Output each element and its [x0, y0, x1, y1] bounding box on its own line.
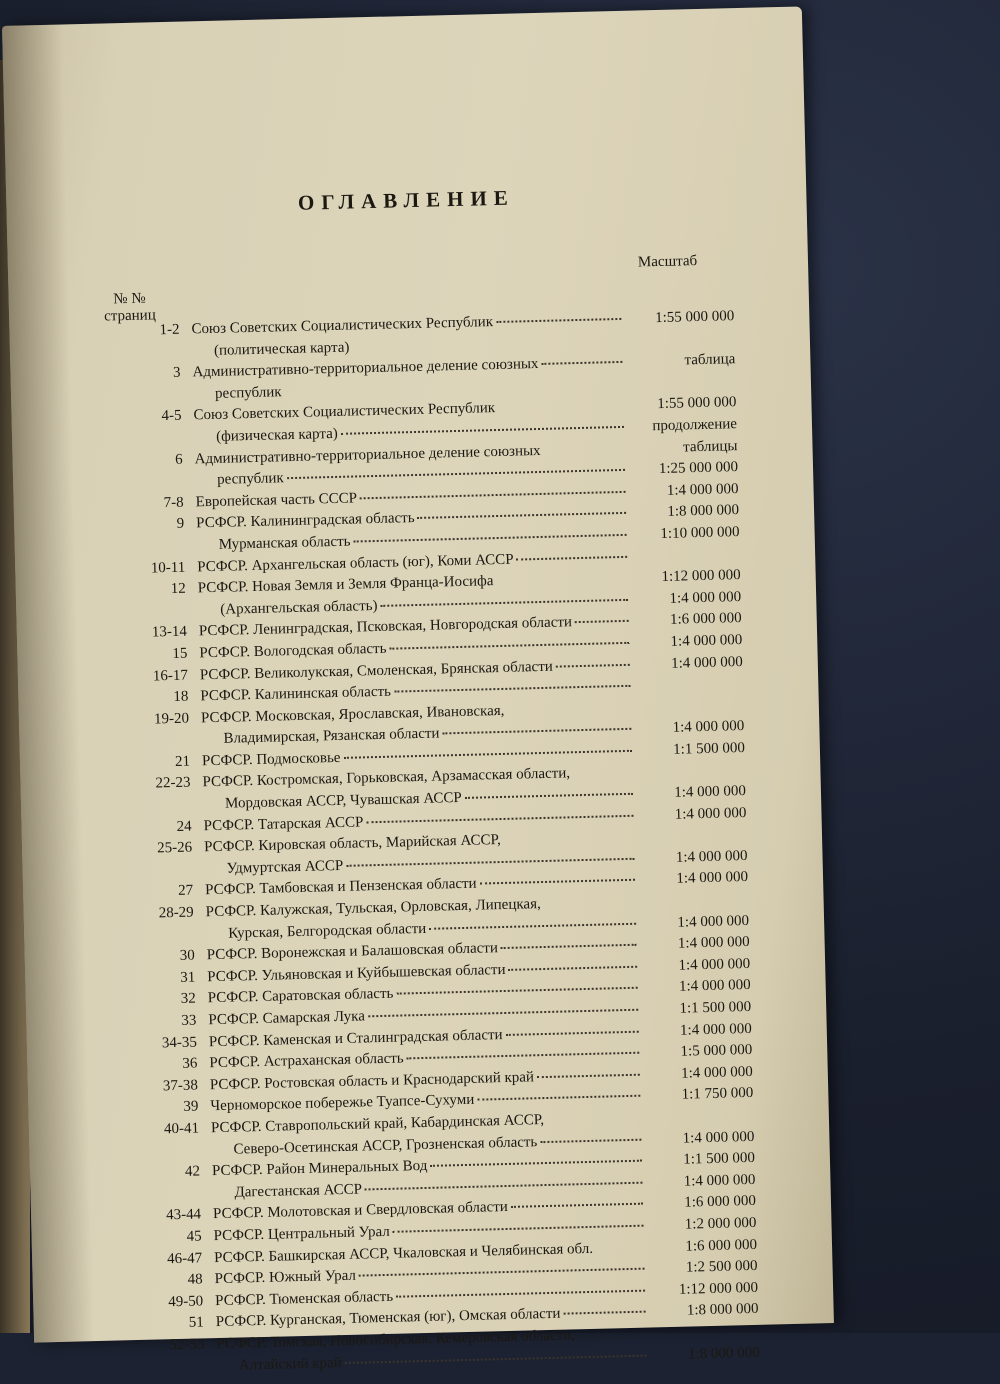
spacer: [544, 1122, 644, 1124]
toc-page-number: 25-26: [156, 839, 193, 857]
dot-leader: [360, 491, 626, 499]
toc-page-number: 52-53: [169, 1336, 205, 1354]
spacer: [495, 409, 626, 412]
toc-entry-title: РСФСР. Томская, Новосибирская, Кемеровская области,: [216, 1327, 576, 1353]
toc-entry-title: РСФСР. Подмосковье: [201, 749, 341, 770]
toc-entry-title: Союз Советских Социалистических Республик: [191, 314, 494, 338]
dot-leader: [509, 966, 638, 971]
toc-entry-title: республик: [214, 384, 282, 402]
toc-page-number: 42: [184, 1163, 201, 1180]
dot-leader: [517, 555, 628, 560]
toc-page-number: 19-20: [153, 710, 190, 728]
spacer: [494, 582, 631, 585]
toc-entry-title: РСФСР. Самарская Лука: [208, 1008, 366, 1029]
toc-page-number: 12: [170, 580, 186, 598]
toc-entry-title: РСФСР. Вологодская область: [199, 640, 387, 662]
toc-entry-scale: 1:4 000 000: [670, 653, 743, 672]
dot-leader: [563, 1311, 645, 1315]
toc-entry-title: РСФСР. Калининградская область: [196, 510, 415, 532]
toc-page-number: 40-41: [163, 1120, 200, 1138]
table-of-contents: [104, 308, 760, 1381]
toc-entry-scale: 1:4 000 000: [666, 480, 739, 499]
dot-leader: [496, 318, 621, 323]
toc-page-number: 34-35: [161, 1034, 198, 1051]
dot-leader: [556, 663, 630, 667]
toc-entry-title: РСФСР. Молотовская и Свердловская области: [212, 1199, 509, 1223]
toc-page-number: 15: [172, 645, 188, 662]
dot-leader: [407, 1052, 640, 1060]
toc-entry-title: РСФСР. Ставропольский край, Кабардинская АССР,: [210, 1112, 545, 1137]
toc-entry-scale: [626, 385, 736, 388]
toc-entry-scale: 1:4 000 000: [670, 631, 743, 650]
dot-leader: [393, 1225, 644, 1233]
toc-entry-scale: 1:8 000 000: [687, 1344, 760, 1363]
toc-entry-title: РСФСР. Башкирская АССР, Чкаловская и Челябинская обл.: [213, 1240, 594, 1266]
dot-leader: [365, 1181, 643, 1190]
toc-page-number: 18: [173, 688, 189, 706]
toc-entry-scale: 1:5 000 000: [680, 1042, 753, 1060]
dot-leader: [480, 879, 635, 885]
spacer: [541, 906, 639, 908]
toc-entry-scale: [644, 1119, 754, 1122]
toc-page-number: 39: [183, 1098, 199, 1116]
toc-entry-title: РСФСР. Костромская, Горьковская, Арзамасская области,: [202, 765, 571, 791]
dot-leader: [396, 987, 637, 995]
toc-entry-title: РСФСР. Калужская, Тульская, Орловская, Липецкая,: [205, 896, 541, 921]
toc-page-number: [106, 398, 193, 400]
toc-page-number: 21: [174, 753, 191, 770]
toc-entry-scale: [633, 687, 743, 690]
dot-leader: [287, 469, 625, 479]
toc-entry-title: РСФСР. Новая Земля и Земля Франца-Иосифа: [197, 573, 494, 597]
spacer: [593, 1251, 647, 1252]
dot-leader: [442, 728, 631, 735]
dot-leader: [465, 793, 633, 799]
toc-page-number: [118, 873, 205, 875]
toc-entry-scale: 1:1 500 000: [673, 739, 746, 758]
toc-entry-title: РСФСР. Центральный Урал: [213, 1223, 390, 1245]
toc-entry-title: Курская, Белгородская области: [228, 920, 427, 942]
toc-entry-title: Черноморское побережье Туапсе-Сухуми: [210, 1092, 475, 1115]
toc-entry-title: (политическая карта): [213, 339, 350, 359]
spacer: [541, 452, 628, 454]
toc-page-number: 36: [182, 1055, 198, 1073]
dot-leader: [380, 599, 628, 607]
toc-entry-title: (физическая карта): [215, 425, 338, 445]
spacer: [504, 711, 633, 714]
dot-leader: [541, 361, 622, 365]
toc-page-number: [115, 744, 202, 746]
dot-leader: [429, 922, 636, 929]
toc-page-number: 7-8: [163, 494, 184, 511]
toc-page-number: [126, 1197, 213, 1199]
toc-entry-scale: продолжение: [652, 416, 738, 435]
toc-page-number: 51: [188, 1314, 204, 1332]
toc-entry-scale: 1:8 000 000: [667, 502, 740, 521]
dot-leader: [477, 1095, 640, 1101]
spacer: [349, 344, 624, 351]
toc-entry-scale: 1:4 000 000: [682, 1128, 755, 1147]
toc-entry-scale: 1:8 000 000: [686, 1301, 759, 1319]
toc-page-number: 9: [176, 516, 185, 533]
toc-entry-scale: 1:4 000 000: [669, 588, 742, 607]
toc-entry-scale: [637, 838, 747, 841]
dot-leader: [430, 1160, 642, 1167]
toc-entry-title: республик: [216, 470, 284, 489]
dot-leader: [346, 858, 634, 867]
spacer: [501, 841, 637, 844]
toc-page-number: 10-11: [150, 559, 186, 577]
toc-entry-title: РСФСР. Каменская и Сталинградская области: [208, 1026, 503, 1050]
toc-page-number: 28-29: [158, 904, 194, 922]
toc-entry-title: Административно-территориальное деление союзных: [192, 356, 539, 381]
dot-leader: [389, 642, 629, 650]
toc-entry-scale: 1:4 000 000: [677, 912, 750, 931]
toc-entry-title: РСФСР. Южный Урал: [214, 1267, 357, 1288]
toc-entry-title: РСФСР. Ульяновская и Куйбышевская области: [207, 961, 506, 986]
toc-page-number: [125, 1154, 212, 1156]
toc-entry-scale: 1:6 000 000: [685, 1236, 758, 1255]
dot-leader: [343, 750, 631, 759]
toc-entry-title: Владимирская, Рязанская области: [223, 725, 440, 748]
toc-entry-title: РСФСР. Курганская, Тюменская (юг), Омская области: [215, 1306, 561, 1331]
toc-entry-scale: таблица: [684, 351, 736, 369]
toc-entry-title: РСФСР. Тюменская область: [215, 1288, 394, 1309]
toc-entry-title: РСФСР. Архангельская область (юг), Коми АССР: [197, 551, 514, 575]
dot-leader: [575, 620, 629, 623]
toc-entry-scale: 1:4 000 000: [674, 804, 747, 823]
toc-entry-scale: 1:55 000 000: [657, 394, 737, 413]
toc-entry-scale: [625, 342, 735, 345]
dot-leader: [396, 1289, 645, 1297]
toc-page-number: 31: [180, 969, 196, 986]
toc-entry-scale: 1:12 000 000: [661, 567, 741, 586]
toc-page-number: 16-17: [152, 667, 189, 684]
dot-leader: [501, 944, 637, 949]
pages-header-line1: № №: [113, 290, 146, 308]
dot-leader: [511, 1203, 643, 1208]
toc-entry-title: РСФСР. Московская, Ярославская, Ивановская,: [200, 702, 505, 727]
toc-entry-title: РСФСР. Великолукская, Смоленская, Брянская области: [199, 658, 553, 683]
toc-entry-scale: 1:4 000 000: [675, 847, 748, 866]
dot-leader: [368, 1009, 638, 1018]
dot-leader: [537, 1073, 640, 1078]
toc-page-number: [105, 355, 192, 357]
page-title: ОГЛАВЛЕНИЕ: [297, 185, 516, 215]
toc-entry-scale: 1:4 000 000: [672, 718, 745, 737]
spacer: [575, 1337, 649, 1339]
toc-entry-title: Европейская часть СССР: [195, 490, 358, 511]
book-page: [2, 6, 834, 1374]
toc-entry-scale: 1:4 000 000: [676, 869, 749, 888]
toc-entry-title: Дагестанская АССР: [234, 1181, 363, 1201]
toc-entry-scale: 1:10 000 000: [660, 524, 740, 542]
toc-page-number: 27: [177, 882, 194, 900]
toc-page-number: 13-14: [151, 623, 188, 641]
toc-page-number: [107, 441, 194, 443]
toc-entry-scale: 1:25 000 000: [658, 459, 739, 478]
scale-column-header: Масштаб: [637, 253, 698, 271]
toc-entry-scale: 1:12 000 000: [678, 1279, 759, 1298]
toc-entry-title: РСФСР. Воронежская и Балашовская области: [206, 940, 499, 964]
toc-entry-scale: 1:6 000 000: [669, 610, 742, 629]
dot-leader: [394, 685, 630, 693]
toc-entry-scale: 1:4 000 000: [674, 783, 747, 801]
dot-leader: [506, 1030, 639, 1035]
toc-entry-title: РСФСР. Татарская АССР: [203, 814, 364, 834]
toc-entry-scale: 1:1 750 000: [681, 1085, 754, 1104]
toc-page-number: 43-44: [165, 1206, 202, 1224]
toc-entry-scale: 1:1 500 000: [683, 1150, 756, 1168]
toc-page-number: 33: [181, 1012, 197, 1029]
toc-entry-scale: таблицы: [683, 437, 738, 456]
toc-page-number: 46-47: [166, 1249, 203, 1267]
toc-page-number: 37-38: [162, 1077, 199, 1095]
spacer: [282, 388, 626, 396]
toc-entry-title: Союз Советских Социалистических Республик: [193, 400, 496, 424]
dot-leader: [366, 814, 633, 823]
toc-entry-scale: 1:6 000 000: [684, 1193, 757, 1211]
toc-page-number: 45: [186, 1228, 202, 1245]
toc-page-number: [119, 938, 206, 940]
toc-entry-title: Северо-Осетинская АССР, Грозненская область: [233, 1133, 538, 1158]
toc-entry-title: РСФСР. Кировская область, Марийская АССР,: [203, 832, 501, 856]
toc-page-number: 4-5: [161, 408, 182, 425]
toc-entry-title: Алтайский край: [238, 1354, 342, 1374]
toc-entry-scale: [649, 1335, 759, 1338]
toc-page-number: 24: [176, 818, 192, 835]
toc-entry-title: РСФСР. Район Минеральных Вод: [211, 1158, 428, 1180]
toc-entry-title: Административно-территориальное деление союзных: [194, 442, 541, 467]
toc-entry-title: РСФСР. Тамбовская и Пензенская области: [204, 876, 477, 899]
toc-entry-title: РСФСР. Ленинградская, Псковская, Новгородская области: [198, 614, 573, 640]
dot-leader: [341, 426, 624, 435]
toc-entry-title: Удмуртская АССР: [226, 857, 344, 877]
toc-entry-title: РСФСР. Калининская область: [200, 683, 392, 705]
spacer: [570, 776, 635, 778]
toc-entry-scale: 1:4 000 000: [678, 977, 751, 996]
pages-header-line2: страниц: [103, 307, 156, 325]
toc-entry-scale: 1:4 000 000: [680, 1063, 753, 1082]
toc-entry-scale: [634, 709, 744, 712]
toc-page-number: 6: [174, 451, 183, 468]
toc-entry-title: РСФСР. Саратовская область: [207, 986, 394, 1007]
toc-entry-scale: [630, 558, 740, 561]
toc-entry-scale: [639, 903, 749, 906]
dot-leader: [345, 1354, 647, 1363]
dot-leader: [359, 1268, 645, 1277]
toc-entry-title: Мурманская область: [218, 533, 351, 553]
toc-entry-scale: 1:4 000 000: [678, 955, 751, 974]
toc-page-number: [110, 549, 197, 551]
dot-leader: [540, 1138, 641, 1142]
toc-entry-scale: 1:1 500 000: [679, 998, 752, 1017]
toc-page-number: [108, 485, 195, 487]
dot-leader: [353, 534, 626, 543]
toc-entry-title: Мордовская АССР, Чувашская АССР: [224, 790, 462, 812]
toc-entry-title: РСФСР. Астраханская область: [209, 1050, 404, 1072]
toc-entry-scale: 1:4 000 000: [677, 934, 750, 952]
toc-entry-scale: 1:4 000 000: [679, 1020, 752, 1039]
toc-page-number: [111, 614, 198, 616]
toc-page-number: 32: [180, 990, 197, 1008]
toc-page-number: 1-2: [159, 321, 180, 339]
toc-page-number: 30: [179, 947, 195, 965]
toc-entry-scale: 1:4 000 000: [683, 1171, 756, 1190]
toc-entry-scale: 1:55 000 000: [654, 308, 735, 327]
toc-entry-scale: [636, 773, 746, 776]
toc-page-number: [130, 1370, 217, 1372]
toc-entry-scale: 1:2 500 000: [685, 1258, 758, 1276]
toc-page-number: 3: [172, 364, 181, 382]
pages-column-header: [104, 290, 156, 325]
toc-page-number: 49-50: [168, 1293, 204, 1311]
toc-entry-scale: 1:2 000 000: [684, 1214, 757, 1233]
dot-leader: [418, 512, 627, 519]
toc-entry-title: РСФСР. Ростовская область и Краснодарский край: [209, 1069, 535, 1093]
toc-page-number: [116, 808, 203, 810]
toc-page-number: 48: [187, 1271, 203, 1288]
toc-page-number: 22-23: [155, 775, 191, 792]
toc-entry-title: (Архангельская область): [220, 597, 378, 618]
